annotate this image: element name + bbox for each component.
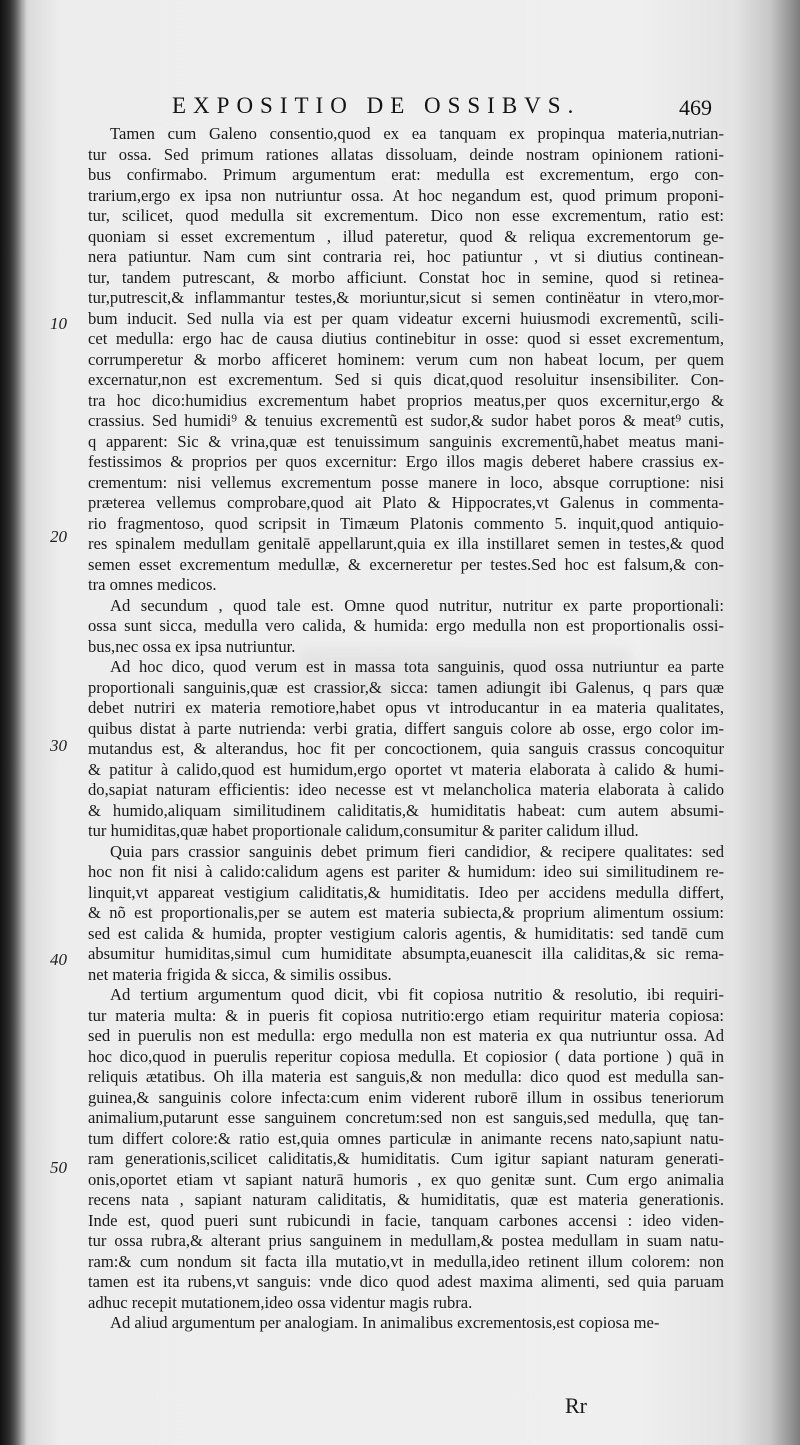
text-line: mutandus est, & alterandus, hoc fit per concoctionem, quia sanguis crassus concoquitur [88, 739, 724, 758]
text-line: ossa sunt sicca, medulla vero calida, & humida: ergo medulla non est proportionalis ossi- [88, 616, 724, 635]
text-line: Quia pars crassior sanguinis debet primum fieri candidior, & recipere qualitates: sed [110, 841, 724, 861]
text-line: hoc non fit nisi à calido:calidum agens est pariter & humidum: ideo sui similitudinem re- [88, 862, 724, 881]
running-title: EXPOSITIO DE OSSIBVS. [172, 93, 581, 118]
text-line: sed in puerulis non est medulla: ergo medulla non est materia ex qua nutriuntur ossa. Ad [88, 1026, 724, 1045]
text-line: bus,nec ossa ex ipsa nutriuntur. [88, 636, 296, 656]
text-line: recens nata , sapiant naturam caliditatis, & humiditatis, quæ est materia generationis. [88, 1190, 724, 1209]
text-line: quoniam si esset excrementum , illud pateretur, quod & reliqua excrementorum ge- [88, 226, 724, 246]
paragraph [88, 842, 724, 986]
text-line: & humido,aliquam similitudinem caliditatis,& humiditatis habeat: cum autem absumi- [88, 800, 724, 820]
text-line: rio fragmentoso, quod scripsit in Timæum Platonis commento 5. inquit,quod antiquio- [88, 513, 724, 533]
text-line: Ad hoc dico, quod verum est in massa tota sanguinis, quod ossa nutriuntur ea parte [110, 657, 724, 676]
text-line: guinea,& sanguinis colore infecta:cum enim viderent ruborē illum in ossibus teneriorum [88, 1087, 724, 1107]
text-line: bum inducit. Sed nulla via est per quam videatur excerni huiusmodi excrementũ, scili- [88, 308, 724, 328]
text-line: hoc dico,quod in puerulis reperitur copiosa medulla. Et copiosior ( data portione ) quā in [88, 1046, 724, 1066]
text-line: Ad secundum , quod tale est. Omne quod nutritur, nutritur ex parte proportionali: [110, 595, 724, 615]
paragraph [88, 124, 724, 596]
text-line: Ad tertium argumentum quod dicit, vbi fit copiosa nutritio & resolutio, ibi requiri- [110, 985, 724, 1004]
body-text [88, 124, 724, 1334]
text-line: præterea vellemus comprobare,quod ait Plato & Hippocrates,vt Galenus in commenta- [88, 493, 724, 512]
text-line: proportionali sanguinis,quæ est crassior,& sicca: tamen adiungit ibi Galenus, q pars quæ [88, 677, 724, 697]
text-line: & nõ est proportionalis,per se autem est materia subiecta,& proprium alimentum ossium: [88, 903, 724, 922]
signature-mark: Rr [565, 1393, 587, 1418]
margin-line-number: 20 [50, 527, 67, 546]
text-line: sed est calida & humida, propter vestigium caloris agentis, & humiditatis: sed tandē cum [88, 923, 724, 943]
paragraph [88, 596, 724, 658]
text-line: & patitur à calido,quod est humidum,ergo oportet vt materia elaborata à calido & humi- [88, 759, 724, 779]
text-line: ram generationis,scilicet caliditatis,& humiditatis. Cum igitur sapiant naturam generati- [88, 1149, 724, 1168]
text-line: onis,oportet etiam vt sapiant naturā humoris , ex quo genitæ sunt. Cum ergo animalia [88, 1169, 724, 1189]
text-line: tur ossa rubra,& alterant prius sanguinem in medullam,& postea medullam in suam natu- [88, 1231, 724, 1250]
text-line: nera patiuntur. Nam cum sint contraria rei, hoc patiuntur , vt si diutius continean- [88, 247, 724, 266]
text-line: q apparent: Sic & vrina,quæ est tenuissimum sanguinis excrementũ,habet meatus mani- [88, 431, 724, 451]
text-line: tra omnes medicos. [88, 575, 217, 594]
margin-line-number: 40 [50, 950, 67, 969]
text-line: corrumperetur & morbo afficeret hominem: verum cum non habeat locum, per quem [88, 349, 724, 369]
text-line: tra hoc dico:humidius excrementum habet proprios meatus,per quos excernitur,ergo & [88, 390, 724, 410]
text-line: tur ossa. Sed primum rationes allatas dissoluam, deinde nostram opinionem rationi- [88, 144, 724, 164]
text-line: quibus distat à parte nutrienda: verbi gratia, differt sanguis colore ab osse, ergo color im- [88, 718, 724, 738]
text-line: reliquis ætatibus. Oh illa materia est sanguis,& non medulla: dico quod est medulla san- [88, 1067, 724, 1086]
text-line: festissimos & proprios per quos excernitur: Ergo illos magis deberet habere crassius ex- [88, 452, 724, 471]
text-line: animalium,putarunt esse sanguinem concretum:sed non est sanguis,sed medulla, quę tan- [88, 1108, 724, 1127]
binding-gutter-shadow [0, 0, 28, 1445]
text-line: tur, tandem putrescant, & morbo afficiunt. Constat hoc in semine, quod si retinea- [88, 267, 724, 287]
text-line: tur humiditas,quæ habet proportionale calidum,consumitur & pariter calidum illud. [88, 821, 639, 840]
margin-line-number: 50 [50, 1158, 67, 1177]
page-number: 469 [679, 95, 712, 120]
text-line: debet nutriri ex materia remotiore,habet opus vt introducantur in ea materia qualitates, [88, 698, 724, 717]
text-line: do,sapiat naturam efficientis: ideo necesse est vt melancholica materia elaborata à calido [88, 780, 724, 799]
paragraph [88, 985, 724, 1313]
text-line: tum differt colore:& ratio est,quia omnes particulæ in animante recens nato,sapiunt natu- [88, 1128, 724, 1148]
text-line: Inde est, quod pueri sunt rubicundi in facie, tanquam carbones accensi : ideo viden- [88, 1210, 724, 1230]
paragraph [88, 1313, 724, 1334]
text-line: crementum: nisi vellemus excrementum posse manere in loco, absque corruptione: nisi [88, 472, 724, 492]
text-line: res spinalem medullam genitalē appellarunt,quia ex illa instillaret semen in testes,& quod [88, 534, 724, 553]
paragraph [88, 657, 724, 842]
text-line: cet medulla: ergo hac de causa diutius continebitur in osse: quod si esset excrementum, [88, 329, 724, 348]
page-header [172, 93, 712, 123]
text-line: tamen est ita rubens,vt sanguis: vnde dico quod adest maxima alimenti, sed quia paruam [88, 1272, 724, 1291]
text-line: linquit,vt appareat vestigium caliditatis,& humiditatis. Ideo per accidens medulla differt, [88, 882, 724, 902]
margin-line-number: 10 [50, 314, 67, 333]
margin-line-number: 30 [50, 736, 67, 755]
text-line: crassius. Sed humidi⁹ & tenuius excrementũ est sudor,& sudor habet poros & meat⁹ cutis, [88, 411, 724, 430]
text-line: tur materia multa: & in pueris fit copiosa nutritio:ergo etiam requiritur materia copiosa: [88, 1005, 724, 1025]
text-line: Ad aliud argumentum per analogiam. In animalibus excrementosis,est copiosa me- [110, 1313, 660, 1332]
text-line: semen esset excrementum medullæ, & excerneretur per testes.Sed hoc est falsum,& con- [88, 554, 724, 574]
text-line: adhuc recepit mutationem,ideo ossa videntur magis rubra. [88, 1292, 473, 1312]
text-line: bus confirmabo. Primum argumentum erat: medulla est excrementum, ergo con- [88, 165, 724, 184]
text-line: net materia frigida & sicca, & similis ossibus. [88, 964, 392, 984]
text-line: Tamen cum Galeno consentio,quod ex ea tanquam ex propinqua materia,nutrian- [110, 124, 724, 143]
text-line: absumitur humiditas,simul cum humiditate absumpta,euanescit illa caliditas,& sic rema- [88, 944, 724, 963]
text-line: ram:& cum nondum sit facta illa mutatio,vt in medulla,ideo retinent illum colorem: non [88, 1251, 724, 1271]
text-line: tur, scilicet, quod medulla sit excrementum. Dico non esse excrementum, ratio est: [88, 206, 724, 225]
text-line: trarium,ergo ex ipsa non nutriuntur ossa. At hoc negandum est, quod primum proponi- [88, 185, 724, 205]
text-line: tur,putrescit,& inflammantur testes,& moriuntur,sicut si semen continëatur in vtero,mor- [88, 288, 724, 307]
text-line: excernatur,non est excrementum. Sed si quis dicat,quod resoluitur insensibiliter. Con- [88, 370, 724, 389]
